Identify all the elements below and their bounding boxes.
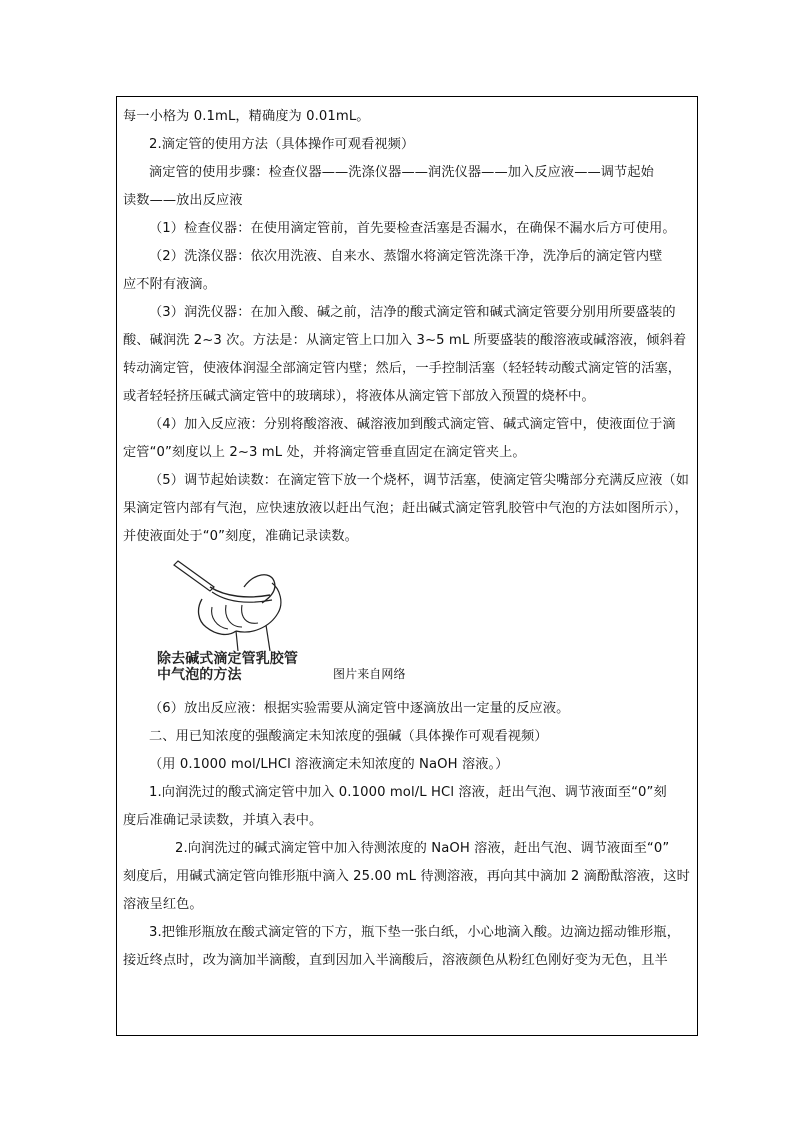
paragraph-step1-cont bbox=[123, 807, 693, 835]
text-line: 度后准确记录读数，并填入表中。 bbox=[123, 813, 323, 828]
paragraph-rinse-cont bbox=[123, 327, 693, 411]
heading-burette-usage bbox=[123, 131, 693, 159]
text-line: （4）加入反应液：分别将酸溶液、碱溶液加到酸式滴定管、碱式滴定管中，使液面位于滴 bbox=[149, 417, 676, 432]
text-line: （2）洗涤仪器：依次用洗液、自来水、蒸馏水将滴定管洗涤干净，洗净后的滴定管内壁 bbox=[149, 249, 663, 264]
text-line: 读数——放出反应液 bbox=[123, 193, 243, 208]
text-line: 2.向润洗过的碱式滴定管中加入待测浓度的 NaOH 溶液，赶出气泡、调节液面至“0” bbox=[175, 841, 670, 856]
paragraph-initial-reading bbox=[123, 467, 693, 495]
paragraph-wash bbox=[123, 243, 693, 271]
paragraph-graduation bbox=[123, 103, 693, 131]
text-line: 酸、碱润洗 2~3 次。方法是：从滴定管上口加入 3~5 mL 所要盛装的酸溶液或碱溶液，倾斜着 bbox=[123, 333, 687, 348]
figure-source: 图片来自网络 bbox=[333, 667, 406, 681]
text-line: （3）润洗仪器：在加入酸、碱之前，洁净的酸式滴定管和碱式滴定管要分别用所要盛装的 bbox=[149, 305, 676, 320]
text-line: 二、用已知浓度的强酸滴定未知浓度的强碱（具体操作可观看视频） bbox=[149, 729, 548, 744]
paragraph-titration-note bbox=[123, 751, 693, 779]
text-line: 转动滴定管，使液体润湿全部滴定管内壁；然后，一手控制活塞（轻轻转动酸式滴定管的活塞， bbox=[123, 361, 682, 376]
text-line: （1）检查仪器：在使用滴定管前，首先要检查活塞是否漏水，在确保不漏水后方可使用。 bbox=[149, 221, 676, 236]
paragraph-add-liquid bbox=[123, 411, 693, 439]
figure-caption-line: 除去碱式滴定管乳胶管 bbox=[157, 651, 298, 667]
paragraph-step1 bbox=[123, 779, 693, 807]
figure-bubble-removal bbox=[123, 557, 693, 695]
paragraph-add-liquid-cont bbox=[123, 439, 693, 467]
document-content bbox=[123, 97, 693, 975]
text-line: 并使液面处于“0”刻度，准确记录读数。 bbox=[123, 529, 358, 544]
hand-burette-illustration bbox=[166, 559, 306, 653]
text-line: 3.把锥形瓶放在酸式滴定管的下方，瓶下垫一张白纸，小心地滴入酸。边滴边摇动锥形瓶， bbox=[149, 925, 680, 940]
paragraph-step3-cont bbox=[123, 947, 693, 975]
paragraph-wash-cont bbox=[123, 271, 693, 299]
text-line: 接近终点时，改为滴加半滴酸，直到因加入半滴酸后，溶液颜色从粉红色刚好变为无色，且半 bbox=[123, 953, 668, 968]
text-line: （用 0.1000 mol/LHCl 溶液滴定未知浓度的 NaOH 溶液。） bbox=[149, 757, 509, 772]
text-line: 溶液呈红色。 bbox=[123, 897, 203, 912]
text-line: （5）调节起始读数：在滴定管下放一个烧杯，调节活塞，使滴定管尖嘴部分充满反应液（如 bbox=[149, 473, 689, 488]
paragraph-steps bbox=[123, 159, 693, 187]
text-line: 应不附有液滴。 bbox=[123, 277, 217, 292]
text-line: 2.滴定管的使用方法（具体操作可观看视频） bbox=[149, 137, 415, 152]
text-line: 果滴定管内部有气泡，应快速放液以赶出气泡；赶出碱式滴定管乳胶管中气泡的方法如图所示）， bbox=[123, 501, 688, 516]
paragraph-step2 bbox=[123, 835, 693, 863]
text-line: 刻度后，用碱式滴定管向锥形瓶中滴入 25.00 mL 待测溶液，再向其中滴加 2 滴酚酞溶液，这时 bbox=[123, 869, 690, 884]
document-frame bbox=[116, 96, 698, 1036]
paragraph-step3 bbox=[123, 919, 693, 947]
text-line: 或者轻轻挤压碱式滴定管中的玻璃球），将液体从滴定管下部放入预置的烧杯中。 bbox=[123, 389, 595, 404]
paragraph-check bbox=[123, 215, 693, 243]
paragraph-step2-cont bbox=[123, 863, 693, 919]
text-line: 定管“0”刻度以上 2~3 mL 处，并将滴定管垂直固定在滴定管夹上。 bbox=[123, 445, 526, 460]
paragraph-initial-reading-cont bbox=[123, 495, 693, 551]
text-line: （6）放出反应液：根据实验需要从滴定管中逐滴放出一定量的反应液。 bbox=[149, 701, 570, 716]
text-line: 每一小格为 0.1mL，精确度为 0.01mL。 bbox=[123, 109, 370, 124]
paragraph-steps-cont bbox=[123, 187, 693, 215]
text-line: 1.向润洗过的酸式滴定管中加入 0.1000 mol/L HCl 溶液，赶出气泡、调节液面至“0”刻 bbox=[149, 785, 667, 800]
heading-titration bbox=[123, 723, 693, 751]
figure-caption-line: 中气泡的方法 bbox=[157, 667, 242, 683]
paragraph-release bbox=[123, 695, 693, 723]
paragraph-rinse bbox=[123, 299, 693, 327]
text-line: 滴定管的使用步骤：检查仪器——洗涤仪器——润洗仪器——加入反应液——调节起始 bbox=[149, 165, 654, 180]
